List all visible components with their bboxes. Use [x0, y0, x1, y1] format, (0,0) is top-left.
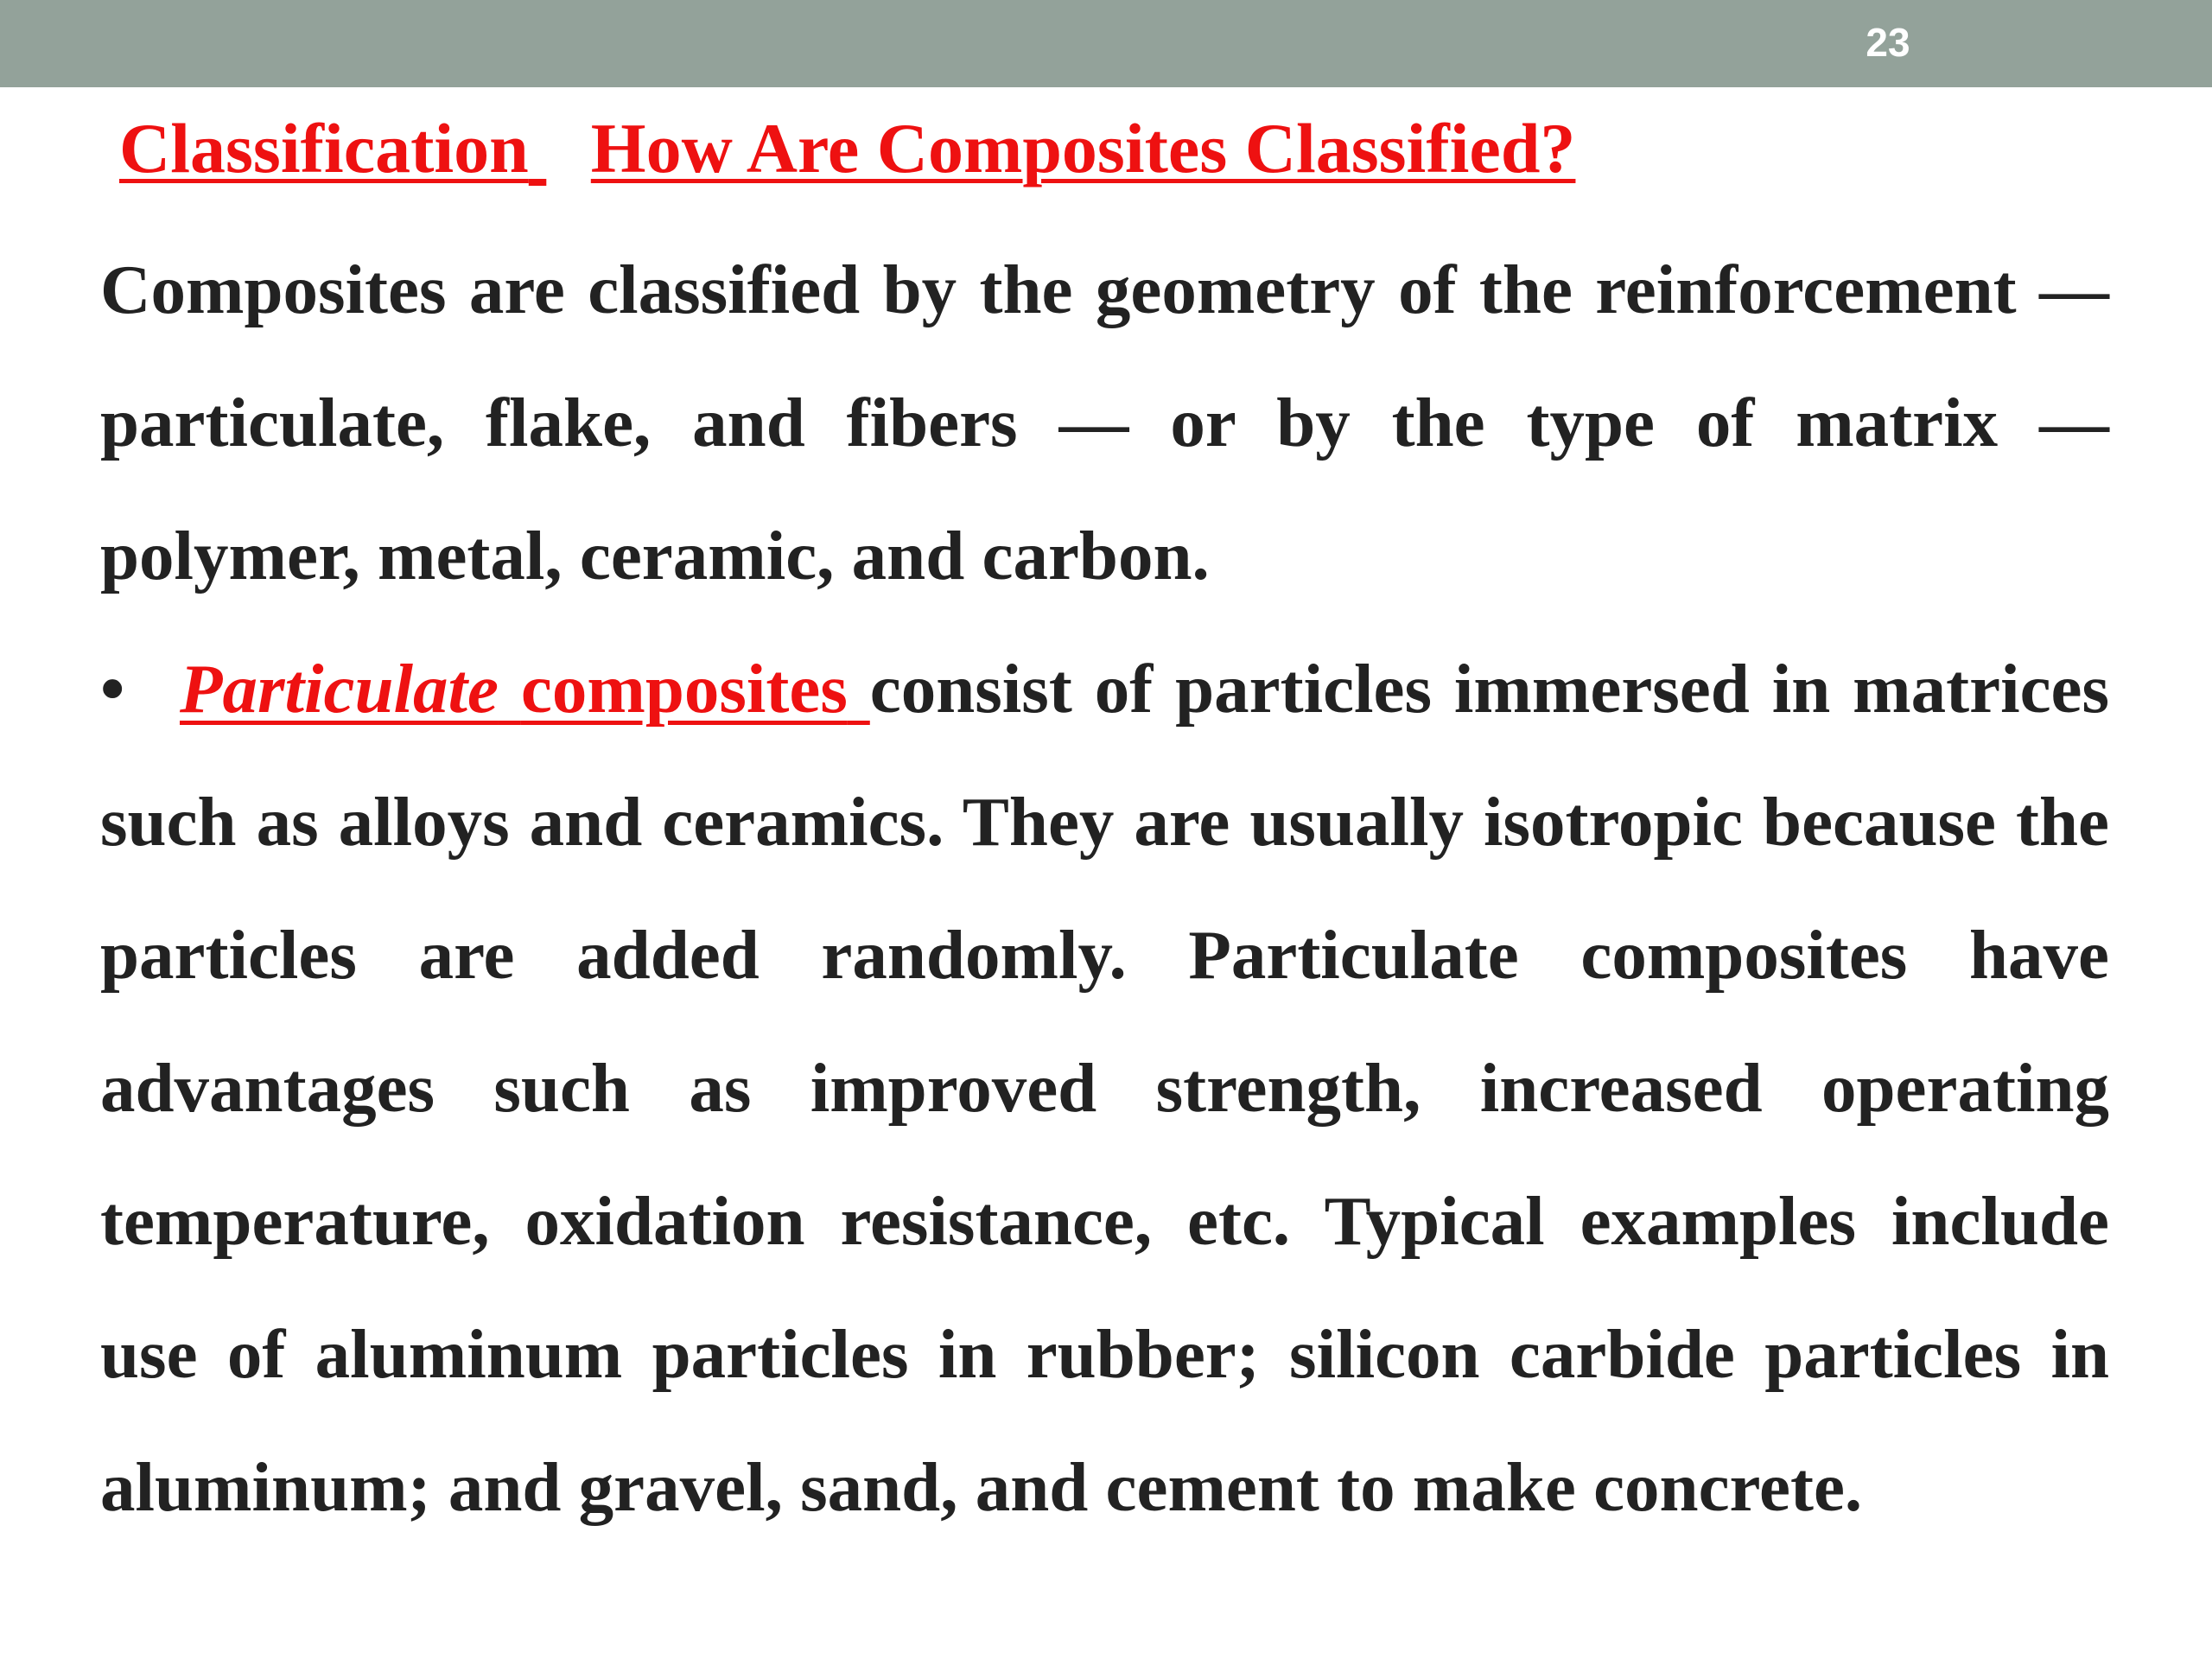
slide-title	[119, 105, 2107, 192]
bullet-text: consist of particles immersed in matrices such as alloys and ceramics. They are usually isotropic because the particles are added randomly. Particulate composites have advantages such as improved strength, increased operating temperature, oxidation resistance, etc. Typical examples include use of aluminum particles in rubber; silicon carbide particles in aluminum; and gravel, sand, and cement to make concrete.	[100, 650, 2110, 1526]
slide-number: 23	[1866, 20, 1910, 65]
slide-body	[100, 223, 2109, 1554]
title-question: How Are Composites Classified?	[590, 109, 1576, 188]
title-gap	[529, 105, 591, 192]
title-classification: Classification	[119, 109, 529, 188]
term-particulate: Particulate	[180, 650, 499, 728]
intro-paragraph: Composites are classified by the geometry of the reinforcement — particulate, flake, and fibers — or by the type of matrix — polymer, metal, ceramic, and carbon.	[100, 251, 2109, 594]
particulate-composites-term	[180, 650, 870, 728]
term-composites: composites	[520, 650, 848, 728]
header-bar	[0, 0, 2212, 87]
bullet-icon: •	[100, 650, 125, 728]
bullet-paragraph	[100, 622, 2109, 1554]
